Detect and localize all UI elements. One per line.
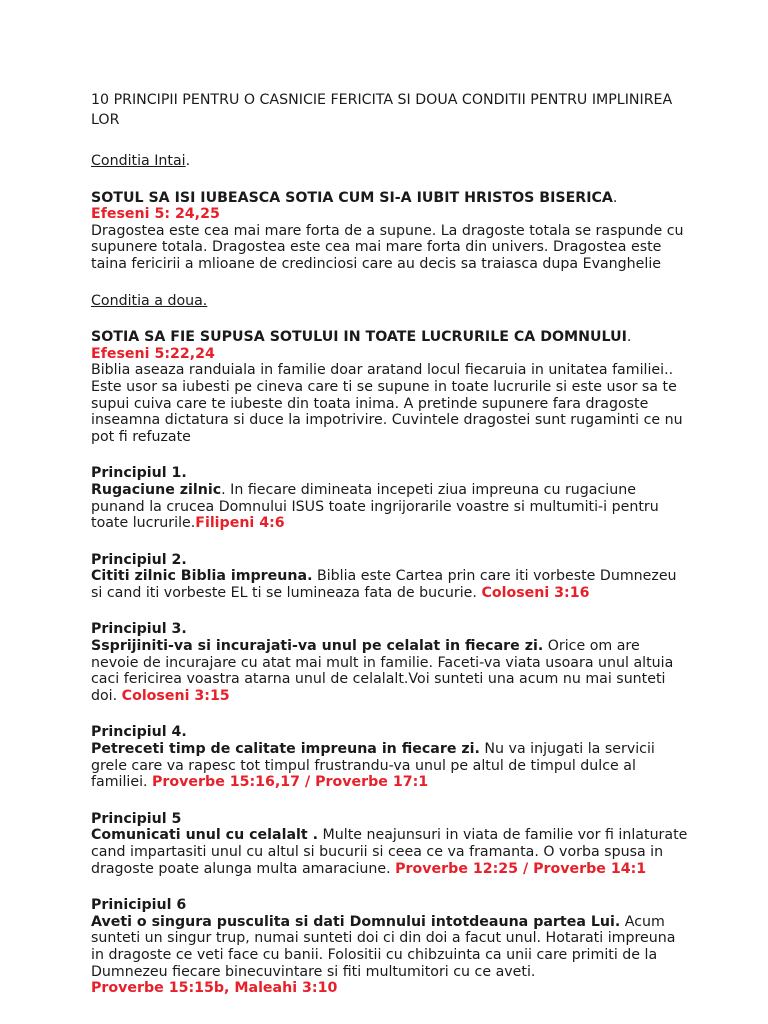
principle-3-reference: Coloseni 3:15 — [121, 687, 230, 704]
principle-6 — [91, 897, 691, 997]
principle-1-reference: Filipeni 4:6 — [195, 515, 285, 532]
principle-4-label: Principiul 4. — [91, 724, 187, 741]
document-body — [91, 90, 691, 1017]
principle-6-label: Prinicipiul 6 — [91, 897, 187, 914]
principle-6-body: Aveti o singura pusculita si dati Domnului intotdeauna partea Lui. Acum sunteti un singur trup, numai sunteti doi ci din doi a facut unul. Hotarati impreuna in dragoste ce veti face cu banii. Folositii cu chibzuinta ca unii care primiti de la Dumnezeu fiecare binecuvintare si fiti multumitori cu ce aveti. — [91, 913, 676, 980]
document-title: 10 PRINCIPII PENTRU O CASNICIE FERICITA SI DOUA CONDITII PENTRU IMPLINIREA LOR — [91, 92, 673, 128]
principle-3-body: Ssprijiniti-va si incurajati-va unul pe celalat in fiecare zi. Orice om are nevoie de incurajare cu atat mai mult in familie. Faceti-va viata usoara unul altuia caci fericirea voastra atarna unul de celalalt.Voi sunteti una acum nu mai sunteti doi. Coloseni 3:15 — [91, 638, 674, 704]
principle-2-reference: Coloseni 3:16 — [481, 584, 590, 601]
principle-2-body: Cititi zilnic Biblia impreuna. Biblia este Cartea prin care iti vorbeste Dumnezeu si cand iti vorbeste EL ti se lumineaza fata de bucurie. Coloseni 3:16 — [91, 568, 677, 601]
condition-1-heading-text: Conditia Intai — [91, 153, 186, 169]
condition-1-text: Dragostea este cea mai mare forta de a supune. La dragoste totala se raspunde cu supunere totala. Dragostea este cea mai mare forta din univers. Dragostea este taina fericirii a mlioane de credinciosi care au decis sa traiasca dupa Evanghelie — [91, 222, 684, 272]
principle-1-label: Principiul 1. — [91, 465, 187, 482]
condition-1-statement: SOTUL SA ISI IUBEASCA SOTIA CUM SI-A IUBIT HRISTOS BISERICA. — [91, 189, 618, 206]
principle-2 — [91, 552, 691, 602]
principle-4 — [91, 724, 691, 790]
condition-2-text: Biblia aseaza randuiala in familie doar aratand locul fiecaruia in unitatea familiei.. Este usor sa iubesti pe cineva care ti se supune in toate lucrurile si este usor sa te supui cuiva care te iubeste din toata inima. A pretinde supunere fara dragoste inseamna dictatura si duce la impotrivire. Cuvintele dragostei sunt rugaminti ce nu pot fi refuzate — [91, 362, 683, 445]
condition-1-reference: Efeseni 5: 24,25 — [91, 206, 220, 223]
principle-4-reference: Proverbe 15:16,17 / Proverbe 17:1 — [152, 774, 429, 791]
condition-1-heading: Conditia Intai. — [91, 153, 191, 169]
principle-4-body: Petreceti timp de calitate impreuna in fiecare zi. Nu va injugati la servicii grele care va rapesc tot timpul frustrandu-va unul pe altul de timpul dulce al familiei. Proverbe 15:16,17 / Proverbe 17:1 — [91, 741, 655, 791]
principle-3-label: Principiul 3. — [91, 621, 187, 638]
principle-5 — [91, 811, 691, 877]
principle-3 — [91, 621, 691, 704]
condition-2-heading — [91, 293, 691, 310]
condition-2-section — [91, 329, 691, 445]
principle-1-body: Rugaciune zilnic. In fiecare dimineata incepeti ziua impreuna cu rugaciune punand la crucea Domnului ISUS toate ingrijorarile voastre si multumiti-i pentru toate lucrurile.Filipeni 4:6 — [91, 481, 659, 532]
principle-1 — [91, 465, 691, 531]
condition-1-section — [91, 190, 691, 273]
condition-2-reference: Efeseni 5:22,24 — [91, 345, 215, 362]
principle-6-reference: Proverbe 15:15b, Maleahi 3:10 — [91, 980, 338, 997]
principle-5-reference: Proverbe 12:25 / Proverbe 14:1 — [395, 860, 647, 877]
condition-2-heading-text: Conditia a doua. — [91, 292, 208, 309]
principle-2-label: Principiul 2. — [91, 551, 187, 568]
principle-5-body: Comunicati unul cu celalalt . Multe neajunsuri in viata de familie vor fi inlaturate cand impartasiti unul cu altul si bucurii si ceea ce va framanta. O vorba spusa in dragoste poate alunga multa amaraciune. Proverbe 12:25 / Proverbe 14:1 — [91, 827, 688, 877]
principle-5-label: Principiul 5 — [91, 810, 182, 827]
condition-2-statement: SOTIA SA FIE SUPUSA SOTULUI IN TOATE LUCRURILE CA DOMNULUI. — [91, 329, 632, 346]
